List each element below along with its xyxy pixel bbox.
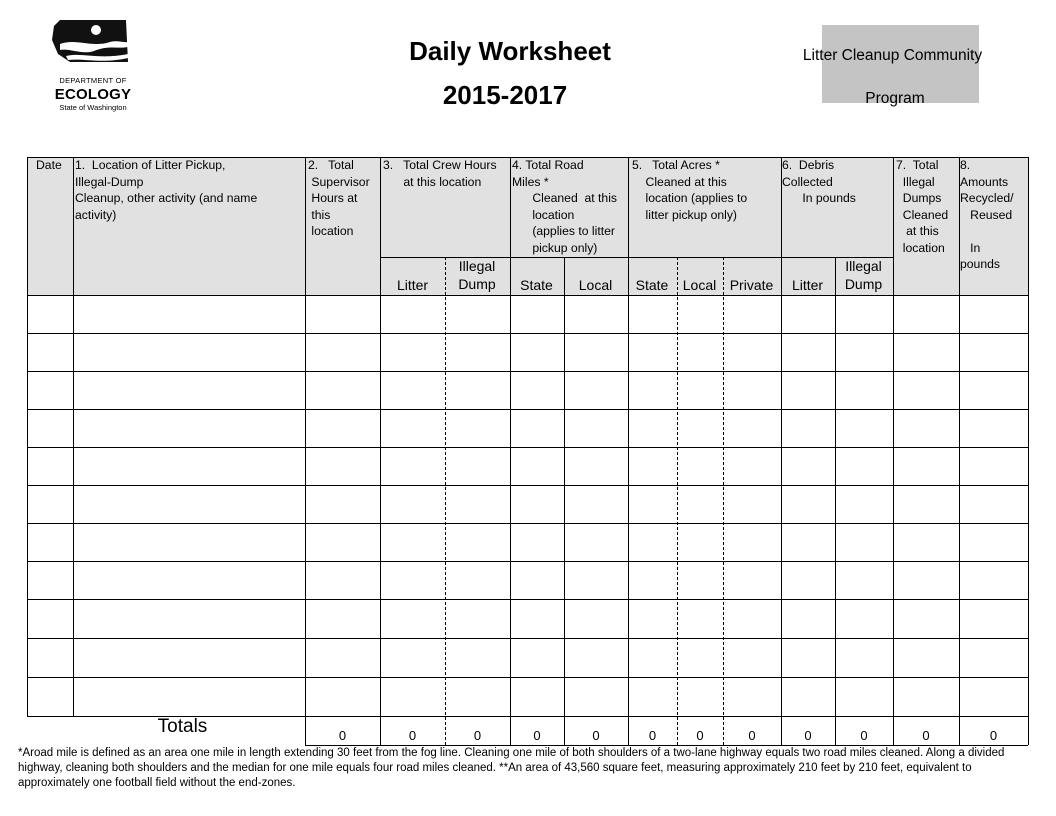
col-supervisor-hours-header: 2. Total Supervisor Hours at this location xyxy=(308,158,370,238)
col-illegal-dumps-header: 7. Total Illegal Dumps Cleaned at this location xyxy=(896,158,949,255)
row-border xyxy=(27,561,1028,562)
row-border xyxy=(27,599,1028,600)
subheader-divider xyxy=(510,257,628,258)
row-border xyxy=(27,333,1028,334)
logo-department-text: DEPARTMENT OF xyxy=(59,76,127,85)
total-illegal-dumps-cleaned: 0 xyxy=(922,728,930,743)
total-acres-local: 0 xyxy=(696,728,704,743)
column-border xyxy=(893,157,894,745)
ecology-logo xyxy=(48,18,138,114)
row-border xyxy=(27,485,1028,486)
subheader-divider xyxy=(781,257,893,258)
table-top-border xyxy=(27,157,1028,158)
column-border xyxy=(781,157,782,745)
subcolumn-dashed-divider xyxy=(445,257,446,745)
sub-acres-state: State xyxy=(635,277,669,293)
total-debris-litter: 0 xyxy=(804,728,812,743)
column-border xyxy=(380,157,381,745)
logo-state-text: State of Washington xyxy=(59,103,127,112)
sub-miles-local: Local xyxy=(578,277,613,293)
col-date-header: Date xyxy=(36,158,62,172)
subheader-divider xyxy=(628,257,781,258)
col-debris-header: 6. Debris Collected In pounds xyxy=(782,158,856,205)
washington-state-icon xyxy=(48,18,138,74)
row-border xyxy=(27,677,1028,678)
column-border xyxy=(305,157,306,745)
row-border xyxy=(27,371,1028,372)
program-name-line1: Litter Cleanup Community xyxy=(802,47,983,64)
sub-crew-litter: Litter xyxy=(396,277,429,293)
total-acres-private: 0 xyxy=(748,728,756,743)
row-border xyxy=(27,523,1028,524)
total-crew-illegal-dump: 0 xyxy=(473,728,482,743)
sub-acres-local: Local xyxy=(682,277,717,293)
column-border xyxy=(628,157,629,745)
total-miles-local: 0 xyxy=(592,728,600,743)
program-name-line2: Program xyxy=(865,90,925,107)
total-crew-litter: 0 xyxy=(408,728,417,743)
subcolumn-dashed-divider xyxy=(723,257,724,745)
sub-crew-illegal-dump: Illegal Dump xyxy=(458,258,496,292)
col-road-miles-header: 4. Total Road Miles * Cleaned at this location (applies to litter pickup only) xyxy=(512,158,618,255)
row-border xyxy=(27,447,1028,448)
footnote: *Aroad mile is defined as an area one mile in length extending 30 feet from the fog line. Cleaning one mile of both shoulders of a two-lane highway equals two road miles cleaned. Along a divided highway, cleaning both shoulders and the median for one mile equals four road miles cleaned. **An area of 43,560 square feet, measuring approximately 210 feet by 210 feet, equivalent to approximately one football field without the end-zones. xyxy=(18,747,1005,789)
totals-label: Totals xyxy=(157,716,208,737)
col-recycled-header: 8. Amounts Recycled/ Reused In pounds xyxy=(960,158,1014,271)
sub-miles-state: State xyxy=(520,277,553,293)
header-bottom-border xyxy=(27,295,1028,296)
column-border xyxy=(27,157,28,716)
page-title: Daily Worksheet xyxy=(409,36,611,66)
sub-acres-private: Private xyxy=(729,277,774,293)
column-border xyxy=(73,157,74,716)
col-location-header: 1. Location of Litter Pickup, Illegal-Dump Cleanup, other activity (and name activity) xyxy=(75,158,258,222)
subcolumn-dashed-divider xyxy=(835,257,836,745)
total-supervisor-hours: 0 xyxy=(338,728,347,743)
total-debris-illegal-dump: 0 xyxy=(860,728,868,743)
sub-debris-illegal-dump: Illegal Dump xyxy=(844,258,883,292)
subcolumn-dashed-divider xyxy=(564,257,565,745)
row-border xyxy=(27,409,1028,410)
table-right-border xyxy=(1028,157,1029,745)
col-acres-header: 5. Total Acres * Cleaned at this location (applies to litter pickup only) xyxy=(632,158,748,222)
total-recycled-pounds: 0 xyxy=(989,728,998,743)
col-crew-hours-header: 3. Total Crew Hours at this location xyxy=(383,158,497,189)
row-border xyxy=(27,638,1028,639)
column-border xyxy=(959,157,960,745)
sub-debris-litter: Litter xyxy=(791,277,824,293)
logo-ecology-text: ECOLOGY xyxy=(54,86,132,103)
page-years: 2015-2017 xyxy=(442,80,568,110)
total-acres-state: 0 xyxy=(648,728,657,743)
total-miles-state: 0 xyxy=(533,728,541,743)
column-border xyxy=(510,157,511,745)
subcolumn-dashed-divider xyxy=(677,257,678,745)
